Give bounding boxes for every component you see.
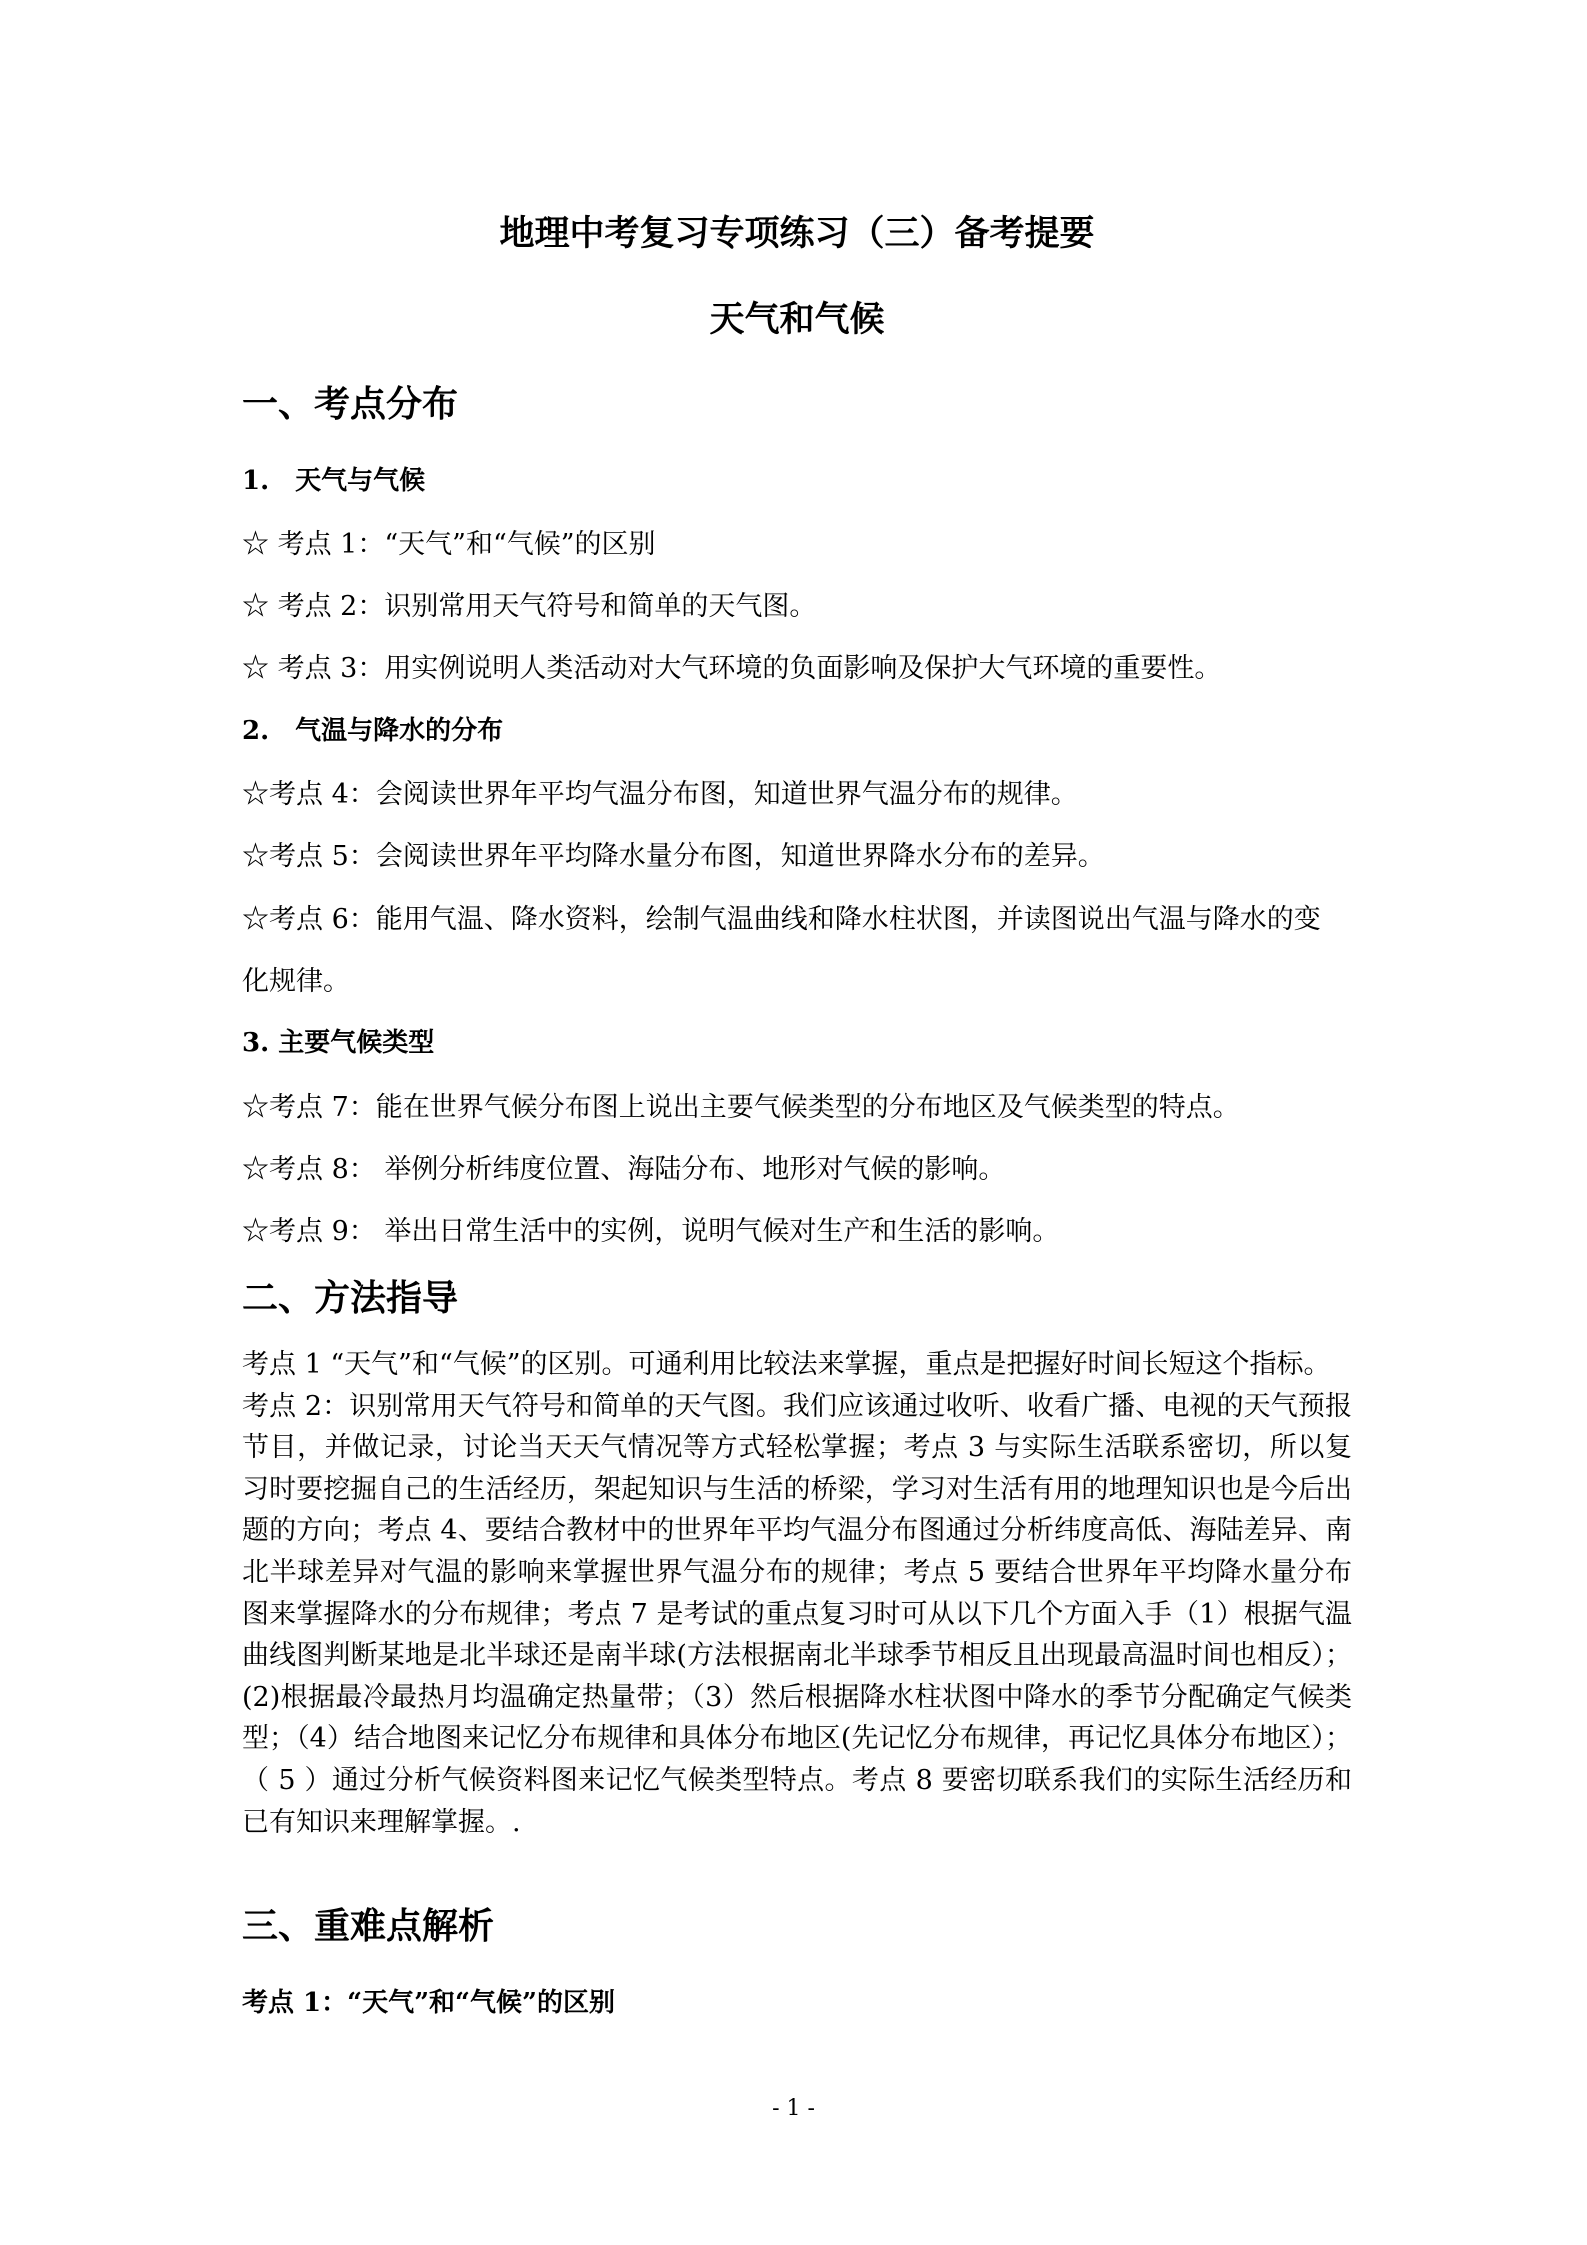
exam-point-2: ☆ 考点 2：识别常用天气符号和简单的天气图。 xyxy=(242,591,817,622)
subheading-climate-types: 3. 主要气候类型 xyxy=(242,1028,435,1058)
method-paragraph-2: 考点 2：识别常用天气符号和简单的天气图。我们应该通过收听、收看广播、电视的天气预报节目，并做记录，讨论当天天气情况等方式轻松掌握；考点 3 与实际生活联系密切，所以复习时要挖掘自己的生活经历，架起知识与生活的桥梁，学习对生活有用的地理知识也是今后出题的方向；考点 4、要结合教材中的世界年平均气温分布图通过分析纬度高低、海陆差异、南北半球差异对气温的影响来掌握世界气温分布的规律；考点 5 要结合世界年平均降水量分布图来掌握降水的分布规律；考点 7 是考试的重点复习时可从以下几个方面入手（1）根据气温曲线图判断某地是北半球还是南半球(方法根据南北半球季节相反且出现最高温时间也相反）；(2)根据最冷最热月均温确定热量带；（3）然后根据降水柱状图中降水的季节分配确定气候类型；（4）结合地图来记忆分布规律和具体分布地区(先记忆分布规律，再记忆具体分布地区）；（ 5 ）通过分析气候资料图来记忆气候类型特点。考点 8 要密切联系我们的实际生活经历和已有知识来理解掌握。. xyxy=(242,1390,1352,1838)
exam-point-1: ☆ 考点 1：“天气”和“气候”的区别 xyxy=(242,529,656,560)
exam-point-9: ☆考点 9： 举出日常生活中的实例，说明气候对生产和生活的影响。 xyxy=(242,1216,1060,1247)
document-subtitle: 天气和气候 xyxy=(709,299,885,340)
method-guide-body xyxy=(242,1344,1352,1843)
exam-point-6-continued: 化规律。 xyxy=(242,966,350,997)
exam-point-7: ☆考点 7：能在世界气候分布图上说出主要气候类型的分布地区及气候类型的特点。 xyxy=(242,1092,1240,1123)
exam-point-6: ☆考点 6：能用气温、降水资料，绘制气温曲线和降水柱状图，并读图说出气温与降水的变 xyxy=(242,904,1321,935)
exam-point-4: ☆考点 4：会阅读世界年平均气温分布图，知道世界气温分布的规律。 xyxy=(242,779,1078,810)
subheading-exam-point-1: 考点 1：“天气”和“气候”的区别 xyxy=(242,1988,615,2018)
subheading-weather-climate: 1. 天气与气候 xyxy=(242,466,426,496)
section-heading-key-difficulties: 三、重难点解析 xyxy=(242,1905,495,1947)
method-paragraph-1: 考点 1 “天气”和“气候”的区别。可通利用比较法来掌握，重点是把握好时间长短这个指标。 xyxy=(242,1349,1331,1380)
exam-point-3: ☆ 考点 3：用实例说明人类活动对大气环境的负面影响及保护大气环境的重要性。 xyxy=(242,653,1222,684)
document-title: 地理中考复习专项练习（三）备考提要 xyxy=(499,213,1095,254)
exam-point-8: ☆考点 8： 举例分析纬度位置、海陆分布、地形对气候的影响。 xyxy=(242,1154,1006,1185)
section-heading-method-guide: 二、方法指导 xyxy=(242,1277,459,1319)
subheading-temperature-precipitation: 2. 气温与降水的分布 xyxy=(242,716,504,746)
section-heading-distribution: 一、考点分布 xyxy=(242,383,459,425)
page-number: - 1 - xyxy=(772,2096,815,2121)
exam-point-5: ☆考点 5：会阅读世界年平均降水量分布图，知道世界降水分布的差异。 xyxy=(242,841,1105,872)
